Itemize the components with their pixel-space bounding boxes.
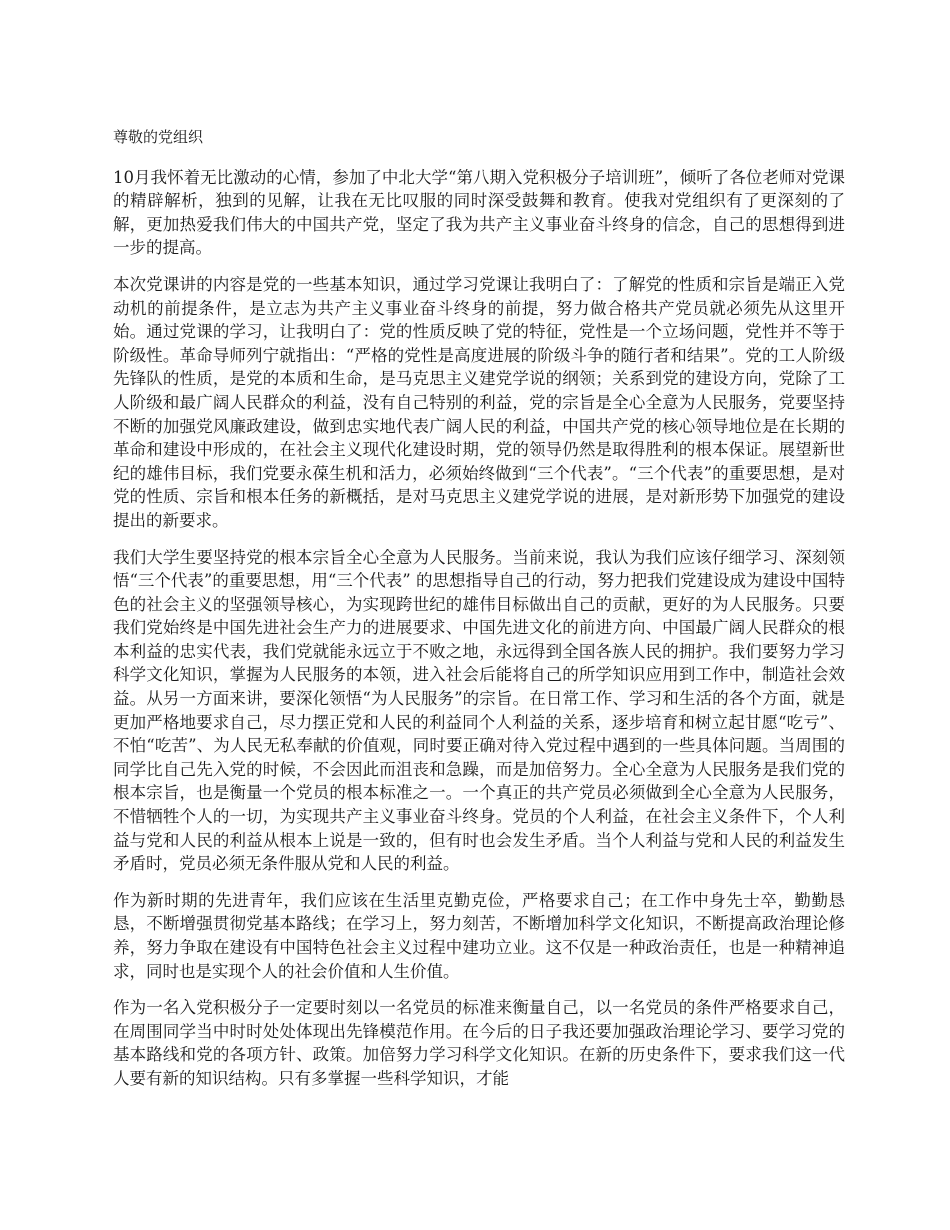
- greeting: 尊敬的党组织: [113, 128, 204, 146]
- paragraph-3: 我们大学生要坚持党的根本宗旨全心全意为人民服务。当前来说，我认为我们应该仔细学习、深刻领悟“三个代表”的重要思想，用“三个代表” 的思想指导自己的行动，努力把我们党建设成为建设中国特色的社会主义的坚强领导核心，为实现跨世纪的雄伟目标做出自己的贡献，更好的为人民服务。只要我们党始终是中国先进社会生产力的进展要求、中国先进文化的前进方向、中国最广阔人民群众的根本利益的忠实代表，我们党就能永远立于不败之地，永远得到全国各族人民的拥护。我们要努力学习科学文化知识，掌握为人民服务的本领，进入社会后能将自己的所学知识应用到工作中，制造社会效益。从另一方面来讲，要深化领悟“为人民服务”的宗旨。在日常工作、学习和生活的各个方面，就是更加严格地要求自己，尽力摆正党和人民的利益同个人利益的关系，逐步培育和树立起甘愿“吃亏”、不怕“吃苦”、为人民无私奉献的价值观，同时要正确对待入党过程中遇到的一些具体问题。当周围的同学比自己先入党的时候，不会因此而沮丧和急躁，而是加倍努力。全心全意为人民服务是我们党的根本宗旨，也是衡量一个党员的根本标准之一。一个真正的共产党员必须做到全心全意为人民服务，不惜牺牲个人的一切，为实现共产主义事业奋斗终身。党员的个人利益，在社会主义条件下，个人利益与党和人民的利益从根本上说是一致的，但有时也会发生矛盾。当个人利益与党和人民的利益发生矛盾时，党员必须无条件服从党和人民的利益。: [113, 547, 845, 874]
- letter-body: [113, 126, 845, 1104]
- paragraph-1: 10月我怀着无比激动的心情，参加了中北大学“第八期入党积极分子培训班”，倾听了各位老师对党课的精辟解析，独到的见解，让我在无比叹服的同时深受鼓舞和教育。使我对党组织有了更深刻的了解，更加热爱我们伟大的中国共产党，坚定了我为共产主义事业奋斗终身的信念，自己的思想得到进一步的提高。: [113, 167, 845, 258]
- paragraph-5: 作为一名入党积极分子一定要时刻以一名党员的标准来衡量自己，以一名党员的条件严格要求自己，在周围同学当中时时处处体现出先锋模范作用。在今后的日子我还要加强政治理论学习、要学习党的基本路线和党的各项方针、政策。加倍努力学习科学文化知识。在新的历史条件下，要求我们这一代人要有新的知识结构。只有多掌握一些科学知识，才能: [113, 998, 845, 1088]
- paragraph-2: 本次党课讲的内容是党的一些基本知识，通过学习党课让我明白了：了解党的性质和宗旨是端正入党动机的前提条件，是立志为共产主义事业奋斗终身的前提，努力做合格共产党员就必须先从这里开始。通过党课的学习，让我明白了：党的性质反映了党的特征，党性是一个立场问题，党性并不等于阶级性。革命导师列宁就指出：“严格的党性是高度进展的阶级斗争的随行者和结果”。党的工人阶级先锋队的性质，是党的本质和生命，是马克思主义建党学说的纲领；关系到党的建设方向，党除了工人阶级和最广阔人民群众的利益，没有自己特别的利益，党的宗旨是全心全意为人民服务，党要坚持不断的加强党风廉政建设，做到忠实地代表广阔人民的利益，中国共产党的核心领导地位是在长期的革命和建设中形成的，在社会主义现代化建设时期，党的领导仍然是取得胜利的根本保证。展望新世纪的雄伟目标，我们党要永葆生机和活力，必须始终做到“三个代表”。“三个代表”的重要思想，是对党的性质、宗旨和根本任务的新概括，是对马克思主义建党学说的进展，是对新形势下加强党的建设提出的新要求。: [113, 274, 845, 530]
- paragraph-4: 作为新时期的先进青年，我们应该在生活里克勤克俭，严格要求自己；在工作中身先士卒，勤勤恳恳，不断增强贯彻党基本路线；在学习上，努力刻苦，不断增加科学文化知识，不断提高政治理论修养，努力争取在建设有中国特色社会主义过程中建功立业。这不仅是一种政治责任，也是一种精神追求，同时也是实现个人的社会价值和人生价值。: [113, 890, 845, 981]
